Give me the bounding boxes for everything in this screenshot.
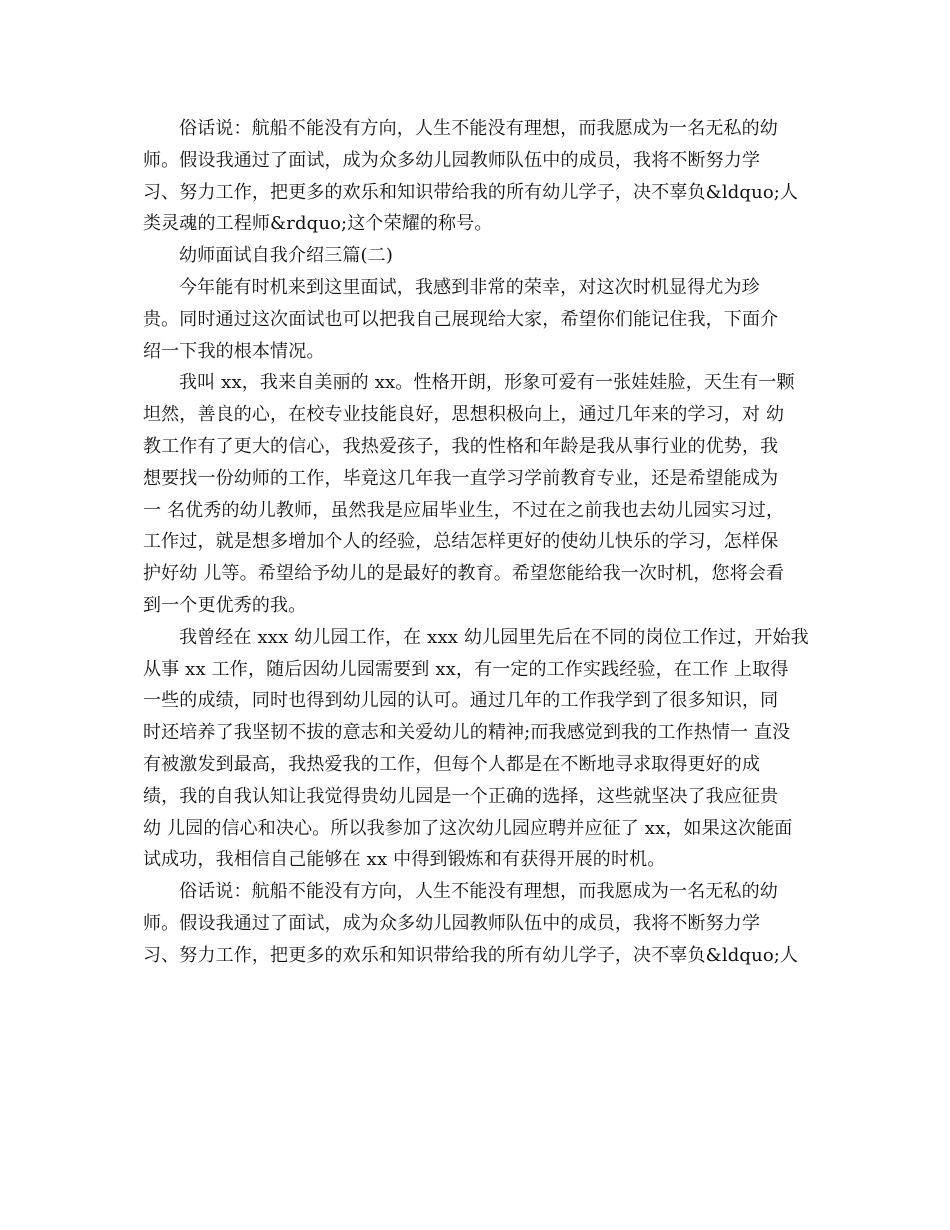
text-line: 幼师面试自我介绍三篇(二) bbox=[179, 245, 393, 267]
text-line: 习、努力工作，把更多的欢乐和知识带给我的所有幼儿学子，决不辜负&ldquo;人 bbox=[143, 944, 799, 966]
text-line: 到一个更优秀的我。 bbox=[143, 594, 307, 616]
text-line: 类灵魂的工程师&rdquo;这个荣耀的称号。 bbox=[143, 213, 493, 235]
text-line: 我叫 xx，我来自美丽的 xx。性格开朗，形象可爱有一张娃娃脸，天生有一颗 bbox=[179, 372, 795, 394]
text-line: 贵。同时通过这次面试也可以把我自己展现给大家，希望你们能记住我，下面介 bbox=[143, 308, 779, 330]
text-line: 今年能有时机来到这里面试，我感到非常的荣幸，对这次时机显得尤为珍 bbox=[179, 276, 760, 298]
text-line: 一些的成绩，同时也得到幼儿园的认可。通过几年的工作我学到了很多知识，同 bbox=[143, 690, 779, 712]
text-line: 时还培养了我坚韧不拔的意志和关爱幼儿的精神;而我感觉到我的工作热情一 直没 bbox=[143, 722, 791, 744]
text-line: 幼 儿园的信心和决心。所以我参加了这次幼儿园应聘并应征了 xx，如果这次能面 bbox=[143, 817, 793, 839]
text-line: 有被激发到最高，我热爱我的工作，但每个人都是在不断地寻求取得更好的成 bbox=[143, 753, 761, 775]
text-line: 工作过，就是想多增加个人的经验，总结怎样更好的使幼儿快乐的学习，怎样保 bbox=[143, 531, 779, 553]
text-line: 教工作有了更大的信心，我热爱孩子，我的性格和年龄是我从事行业的优势，我 bbox=[143, 435, 779, 457]
text-line: 从事 xx 工作，随后因幼儿园需要到 xx，有一定的工作实践经验，在工作 上取得 bbox=[143, 658, 789, 680]
text-line: 护好幼 儿等。希望给予幼儿的是最好的教育。希望您能给我一次时机，您将会看 bbox=[143, 563, 785, 585]
text-line: 坦然，善良的心，在校专业技能良好，思想积极向上，通过几年来的学习，对 幼 bbox=[143, 404, 785, 426]
text-line: 试成功，我相信自己能够在 xx 中得到锻炼和有获得开展的时机。 bbox=[143, 849, 666, 871]
text-line: 绍一下我的根本情况。 bbox=[143, 340, 325, 362]
text-line: 我曾经在 xxx 幼儿园工作，在 xxx 幼儿园里先后在不同的岗位工作过，开始我 bbox=[179, 626, 809, 648]
text-line: 俗话说：航船不能没有方向，人生不能没有理想，而我愿成为一名无私的幼 bbox=[179, 118, 778, 139]
text-line: 俗话说：航船不能没有方向，人生不能没有理想，而我愿成为一名无私的幼 bbox=[179, 881, 778, 903]
text-line: 想要找一份幼师的工作，毕竟这几年我一直学习学前教育专业，还是希望能成为 bbox=[143, 467, 779, 489]
text-line: 师。假设我通过了面试，成为众多幼儿园教师队伍中的成员，我将不断努力学 bbox=[143, 912, 761, 934]
text-line: 师。假设我通过了面试，成为众多幼儿园教师队伍中的成员，我将不断努力学 bbox=[143, 149, 761, 171]
text-line: 一 名优秀的幼儿教师，虽然我是应届毕业生，不过在之前我也去幼儿园实习过， bbox=[143, 499, 785, 521]
text-line: 绩，我的自我认知让我觉得贵幼儿园是一个正确的选择，这些就坚决了我应征贵 bbox=[143, 785, 779, 807]
document-body bbox=[143, 113, 823, 972]
text-line: 习、努力工作，把更多的欢乐和知识带给我的所有幼儿学子，决不辜负&ldquo;人 bbox=[143, 181, 799, 203]
